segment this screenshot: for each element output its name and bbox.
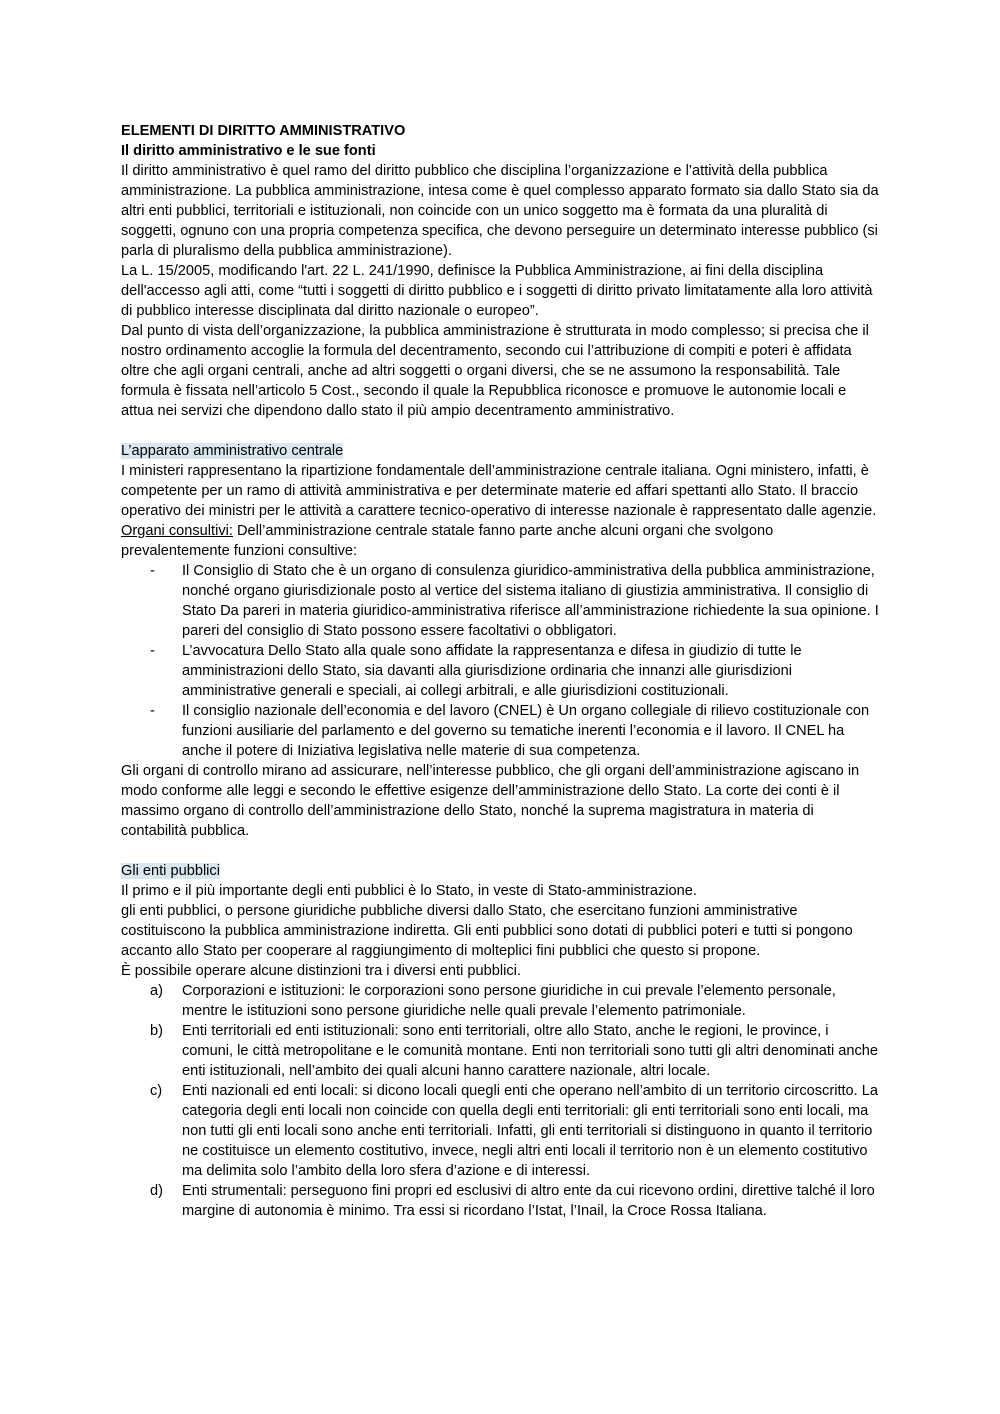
intro-paragraph-3: Dal punto di vista dell’organizzazione, la pubblica amministrazione è strutturata in modo complesso; si precisa che il nostro ordinamento accoglie la formula del decentramento, secondo cui l’attribuzione di compiti e poteri è affidata oltre che agli organi centrali, anche ad altri soggetti o organi diversi, che se ne assumono la responsabilità. Tale formula è fissata nell’articolo 5 Cost., secondo il quale la Repubblica riconosce e promuove le autonomie locali e attua nei servizi che dipendono dallo stato il più ampio decentramento amministrativo. [121,323,869,419]
section-paragraph-enti-2: gli enti pubblici, o persone giuridiche pubbliche diversi dallo Stato, che esercitano funzioni amministrative costituiscono la pubblica amministrazione indiretta. Gli enti pubblici sono dotati di pubblici poteri e tutti si pongono accanto allo Stato per cooperare al raggiungimento di molteplici fini pubblici che questo si propone. [121,903,853,959]
section-heading-enti [121,861,881,881]
list-item [121,561,881,641]
intro-paragraph-2: La L. 15/2005, modificando l'art. 22 L. 241/1990, definisce la Pubblica Amministrazione, ai fini della disciplina dell'accesso agli atti, come “tutti i soggetti di diritto pubblico e i soggetti di diritto privato limitatamente alla loro attività di pubblico interesse disciplinata dal diritto nazionale o europeo”. [121,263,873,319]
list-item [121,981,881,1021]
document-subtitle: Il diritto amministrativo e le sue fonti [121,143,376,159]
section-paragraph-enti-1: Il primo e il più importante degli enti pubblici è lo Stato, in veste di Stato-amministrazione. [121,883,697,899]
section-paragraph-enti-3: È possibile operare alcune distinzioni tra i diversi enti pubblici. [121,963,521,979]
list-item-text: Il consiglio nazionale dell’economia e del lavoro (CNEL) è Un organo collegiale di rilievo costituzionale con funzioni ausiliarie del parlamento e del governo su tematiche inerenti l’economia e il lavoro. Il CNEL ha anche il potere di Iniziativa legislativa nelle materie di sua competenza. [182,703,870,759]
list-item [121,1081,881,1181]
section-paragraph-ministeri: I ministeri rappresentano la ripartizione fondamentale dell’amministrazione centrale italiana. Ogni ministero, infatti, è competente per un ramo di attività amministrativa e per determinate materie ed affari spettanti allo Stato. Il braccio operativo dei ministri per le attività a carattere tecnico-operativo di interesse nazionale è rappresentato dalle agenzie. [121,463,877,519]
spacer [121,421,881,441]
list-letter: b) [150,1023,163,1039]
section-heading-text: Gli enti pubblici [121,863,220,879]
list-item-text: Il Consiglio di Stato che è un organo di consulenza giuridico-amministrativa della pubblica amministrazione, nonché organo giurisdizionale posto al vertice del sistema italiano di giustizia amministrativa. Il consiglio di Stato Da pareri in materia giuridico-amministrativa riferisce all’amministrazione richiedente la sua opinione. I pareri del consiglio di Stato possono essere facoltativi o obbligatori. [182,563,879,639]
organi-consultivi-paragraph [121,521,881,561]
document-page [121,121,881,1221]
document-title: ELEMENTI DI DIRITTO AMMINISTRATIVO [121,123,406,139]
intro-paragraph-1: Il diritto amministrativo è quel ramo del diritto pubblico che disciplina l’organizzazione e l’attività della pubblica amministrazione. La pubblica amministrazione, intesa come è quel complesso apparato formato sia dallo Stato sia da altri enti pubblici, territoriali e istituzionali, non coincide con un unico soggetto ma è formata da una pluralità di soggetti, ognuno con una propria competenza specifica, che devono perseguire un determinato interesse pubblico (si parla di pluralismo della pubblica amministrazione). [121,163,879,259]
section-heading-apparato [121,441,881,461]
spacer [121,841,881,861]
organi-consultivi-text: Dell’amministrazione centrale statale fanno parte anche alcuni organi che svolgono prevalentemente funzioni consultive: [121,523,774,559]
list-item [121,701,881,761]
list-item [121,1181,881,1221]
list-letter: c) [150,1083,163,1099]
list-item-text: L’avvocatura Dello Stato alla quale sono affidate la rappresentanza e difesa in giudizio di tutte le amministrazioni dello Stato, sia davanti alla giurisdizione ordinaria che innanzi alle giurisdizioni amministrative generali e speciali, ai collegi arbitrali, e alle giurisdizioni costituzionali. [182,643,802,699]
list-item-text: Enti nazionali ed enti locali: si dicono locali quegli enti che operano nell’ambito di un territorio circoscritto. La categoria degli enti locali non coincide con quella degli enti territoriali: gli enti territoriali sono enti locali, ma non tutti gli enti locali sono anche enti territoriali. Infatti, gli enti territoriali si distinguono in quanto il territorio ne costituisce un elemento costitutivo, invece, negli altri enti locali il territorio non è un elemento costitutivo ma delimita solo l’ambito della loro sfera d’azione e di interessi. [182,1083,879,1179]
section-heading-text: L’apparato amministrativo centrale [121,443,344,459]
list-bullet: - [150,703,155,719]
list-item [121,641,881,701]
organi-consultivi-label: Organi consultivi: [121,523,233,539]
section-paragraph-controllo: Gli organi di controllo mirano ad assicurare, nell’interesse pubblico, che gli organi dell’amministrazione agiscano in modo conforme alle leggi e secondo le effettive esigenze dell’amministrazione dello Stato. La corte dei conti è il massimo organo di controllo dell’amministrazione dello Stato, nonché la suprema magistratura in materia di contabilità pubblica. [121,763,860,839]
list-bullet: - [150,643,155,659]
list-letter: d) [150,1183,163,1199]
list-item [121,1021,881,1081]
list-item-text: Enti strumentali: perseguono fini propri ed esclusivi di altro ente da cui ricevono ordini, direttive talché il loro margine di autonomia è minimo. Tra essi si ricordano l’Istat, l’Inail, la Croce Rossa Italiana. [182,1183,875,1219]
list-item-text: Enti territoriali ed enti istituzionali: sono enti territoriali, oltre allo Stato, anche le regioni, le province, i comuni, le città metropolitane e le comunità montane. Enti non territoriali sono tutti gli altri denominati anche enti istituzionali, nell’ambito dei quali alcuni hanno carattere nazionale, altri locale. [182,1023,879,1079]
list-item-text: Corporazioni e istituzioni: le corporazioni sono persone giuridiche in cui prevale l’elemento personale, mentre le istituzioni sono persone giuridiche nelle quali prevale l’elemento patrimoniale. [182,983,836,1019]
list-bullet: - [150,563,155,579]
list-letter: a) [150,983,163,999]
